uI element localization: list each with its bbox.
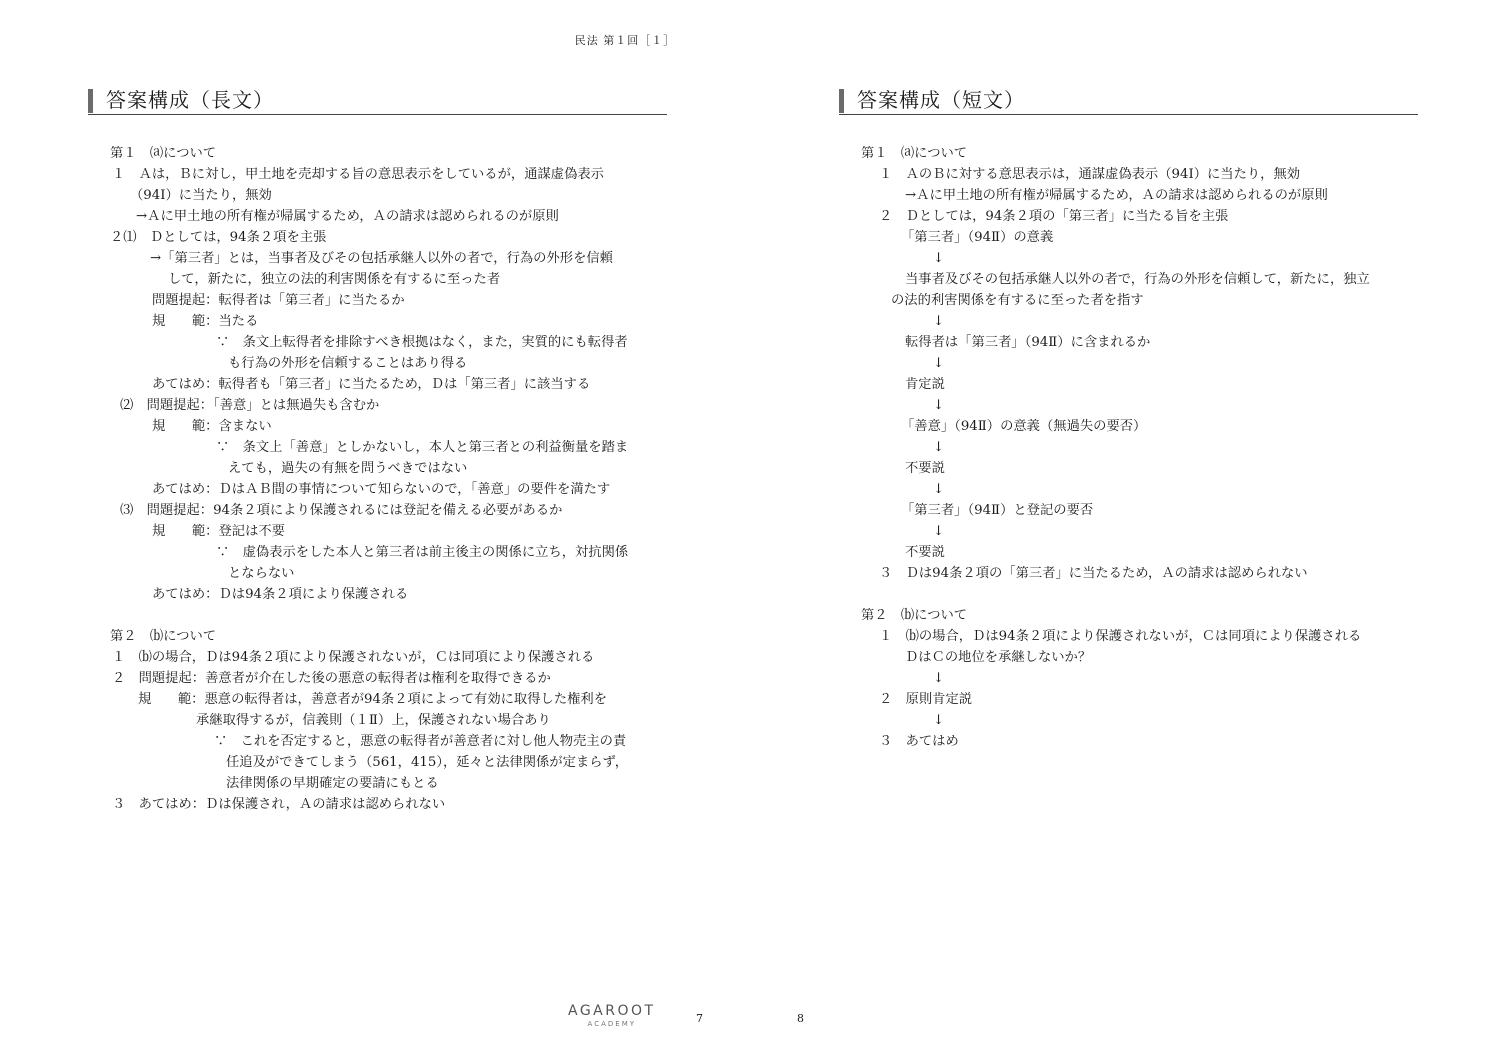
answer-outline-short — [843, 143, 1418, 752]
outline-line: →「第三者」とは，当事者及びその包括承継人以外の者で，行為の外形を信頼 — [150, 251, 613, 266]
outline-line: ↓ — [933, 671, 945, 686]
outline-line: ３ あてはめ：Ｄは保護され，Ａの請求は認められない — [112, 797, 446, 812]
logo-wordmark: AGAROOT — [568, 1003, 656, 1019]
outline-line: あてはめ：Ｄは94条２項により保護される — [152, 587, 409, 602]
outline-line: ２ 問題提起：善意者が介在した後の悪意の転得者は権利を取得できるか — [112, 671, 551, 686]
section-heading-short — [839, 86, 1418, 115]
outline-line: ＤはＣの地位を承継しないか？ — [905, 650, 1092, 665]
outline-line: 承継取得するが，信義則（１Ⅱ）上，保護されない場合あり — [196, 713, 551, 728]
section-heading-long — [88, 86, 667, 115]
outline-line: ⑵ 問題提起：「善意」とは無過失も含むか — [120, 398, 380, 413]
outline-line: も行為の外形を信頼することはあり得る — [228, 356, 468, 371]
agaroot-logo — [568, 1003, 656, 1028]
outline-line: ２ 原則肯定説 — [879, 692, 973, 707]
outline-line: 第２ ⒝について — [110, 629, 217, 644]
outline-line: ↓ — [933, 713, 945, 728]
outline-line: →Ａに甲土地の所有権が帰属するため，Ａの請求は認められるのが原則 — [905, 188, 1328, 203]
outline-line: ↓ — [933, 314, 945, 329]
heading-bar — [839, 89, 844, 113]
outline-line: 不要説 — [905, 545, 945, 560]
outline-line: 「善意」（94Ⅱ）の意義（無過失の要否） — [901, 419, 1147, 434]
outline-line: 転得者は「第三者」（94Ⅱ）に含まれるか — [905, 335, 1151, 350]
section-title-short: 答案構成（短文） — [857, 88, 1025, 112]
outline-line: ３ あてはめ — [879, 734, 959, 749]
outline-line: ↓ — [933, 356, 945, 371]
outline-line: 第１ ⒜について — [861, 146, 968, 161]
outline-line: ⑶ 問題提起：94条２項により保護されるには登記を備える必要があるか — [120, 503, 563, 518]
outline-line: ↓ — [933, 440, 945, 455]
outline-line: 第２ ⒝について — [861, 608, 968, 623]
outline-line: ２⑴ Ｄとしては，94条２項を主張 — [110, 230, 327, 245]
outline-line: 「第三者」（94Ⅱ）の意義 — [901, 230, 1054, 245]
outline-line: 第１ ⒜について — [110, 146, 217, 161]
outline-line: →Ａに甲土地の所有権が帰属するため，Ａの請求は認められるのが原則 — [136, 209, 559, 224]
outline-line: ∵ 虚偽表示をした本人と第三者は前主後主の関係に立ち，対抗関係 — [216, 545, 629, 560]
outline-line: 規 範：含まない — [152, 419, 272, 434]
outline-line: ↓ — [933, 398, 945, 413]
answer-outline-long — [92, 143, 667, 815]
outline-line: ↓ — [933, 482, 945, 497]
page-number-right: 8 — [797, 1012, 804, 1025]
logo-subtext: ACADEMY — [587, 1020, 637, 1028]
section-title-long: 答案構成（長文） — [106, 88, 274, 112]
outline-line: 規 範：当たる — [152, 314, 259, 329]
outline-line: ↓ — [933, 524, 945, 539]
outline-line — [843, 584, 1418, 605]
outline-line: ∵ 条文上転得者を排除すべき根拠はなく，また，実質的にも転得者 — [216, 335, 628, 350]
outline-line: （94Ⅰ）に当たり，無効 — [130, 188, 272, 203]
outline-line: して，新たに，独立の法的利害関係を有するに至った者 — [168, 272, 501, 287]
outline-line: ３ Ｄは94条２項の「第三者」に当たるため，Ａの請求は認められない — [879, 566, 1308, 581]
page-number-left: 7 — [696, 1012, 703, 1025]
outline-line: ∵ 条文上「善意」としかないし，本人と第三者との利益衡量を踏ま — [216, 440, 629, 455]
page-left — [92, 86, 667, 815]
outline-line: ↓ — [933, 251, 945, 266]
outline-line: 規 範：悪意の転得者は，善意者が94条２項によって有効に取得した権利を — [138, 692, 608, 707]
outline-line: あてはめ：ＤはＡＢ間の事情について知らないので，「善意」の要件を満たす — [152, 482, 611, 497]
outline-line: あてはめ：転得者も「第三者」に当たるため，Ｄは「第三者」に該当する — [152, 377, 591, 392]
outline-line: ∵ これを否定すると，悪意の転得者が善意者に対し他人物売主の責 — [214, 734, 627, 749]
heading-bar — [88, 89, 93, 113]
outline-line — [92, 605, 667, 626]
outline-line: １ Ａは，Ｂに対し，甲土地を売却する旨の意思表示をしているが，通謀虚偽表示 — [112, 167, 604, 182]
outline-line: 「第三者」（94Ⅱ）と登記の要否 — [901, 503, 1094, 518]
outline-line: 肯定説 — [905, 377, 945, 392]
outline-line: 不要説 — [905, 461, 945, 476]
outline-line: 問題提起：転得者は「第三者」に当たるか — [152, 293, 405, 308]
outline-line: とならない — [228, 566, 295, 581]
outline-line: １ ⒝の場合，Ｄは94条２項により保護されないが，Ｃは同項により保護される — [112, 650, 595, 665]
outline-line: １ ＡのＢに対する意思表示は，通謀虚偽表示（94Ⅰ）に当たり，無効 — [879, 167, 1301, 182]
outline-line: 法律関係の早期確定の要請にもとる — [226, 776, 439, 791]
outline-line: 任追及ができてしまう（561，415），延々と法律関係が定まらず， — [226, 755, 629, 770]
outline-line: 当事者及びその包括承継人以外の者で，行為の外形を信頼して，新たに，独立 — [905, 272, 1370, 287]
page-right — [843, 86, 1418, 752]
header-title: 民法 第１回［１］ — [574, 34, 676, 47]
outline-line: 規 範：登記は不要 — [152, 524, 285, 539]
outline-line: えても，過失の有無を問うべきではない — [228, 461, 468, 476]
outline-line: ２ Ｄとしては，94条２項の「第三者」に当たる旨を主張 — [879, 209, 1229, 224]
outline-line: １ ⒝の場合，Ｄは94条２項により保護されないが，Ｃは同項により保護される — [879, 629, 1362, 644]
outline-line: の法的利害関係を有するに至った者を指す — [891, 293, 1144, 308]
